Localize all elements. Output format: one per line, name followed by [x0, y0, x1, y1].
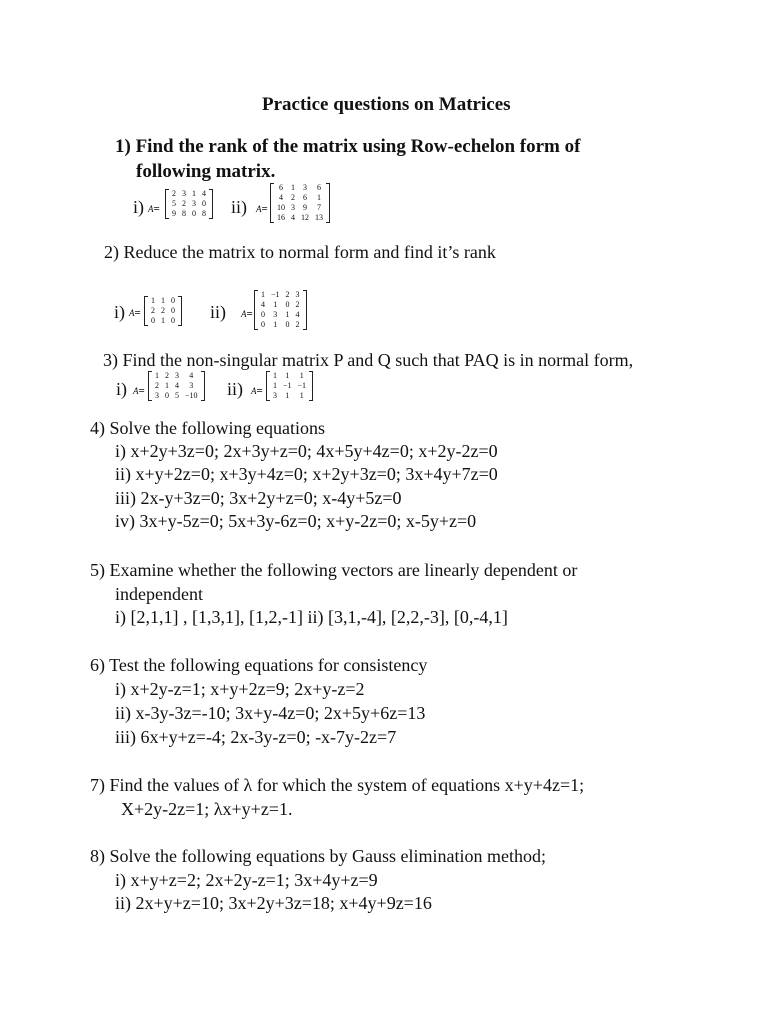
matrix-cell: 2: [295, 300, 300, 309]
matrix-cell: 1: [299, 391, 304, 400]
q4-text: 4) Solve the following equations: [90, 418, 325, 438]
matrix-cell: 1: [155, 371, 159, 380]
q2-label-i: i): [114, 302, 125, 322]
matrix-cell: 7: [317, 203, 321, 212]
q1-label-i: i): [133, 197, 144, 217]
q4-item: ii) x+y+2z=0; x+3y+4z=0; x+2y+3z=0; 3x+4y+7z=0: [115, 464, 498, 484]
matrix-cell: 0: [151, 316, 155, 325]
matrix-cell: −1: [297, 381, 307, 390]
matrix-row: [169, 199, 209, 209]
q7-line2: X+2y-2z=1; λx+y+z=1.: [121, 799, 293, 819]
matrix-cell: 1: [165, 381, 169, 390]
matrix-cell: 4: [261, 300, 265, 309]
matrix-cell: 6: [279, 183, 283, 192]
matrix-cell: 0: [261, 320, 265, 329]
q2-matrix-i: [144, 296, 182, 326]
matrix-cell: 2: [182, 199, 186, 208]
matrix-cell: 3: [273, 310, 278, 319]
q6-item: iii) 6x+y+z=-4; 2x-3y-z=0; -x-7y-2z=7: [115, 727, 397, 747]
matrix-cell: 2: [291, 193, 295, 202]
q2-matrix-ii: [254, 290, 307, 330]
q1-label-ii: ii): [231, 197, 247, 217]
q1-matrix-i: [165, 189, 213, 219]
matrix-row: [148, 296, 178, 306]
q6-item: ii) x-3y-3z=-10; 3x+y-4z=0; 2x+5y+6z=13: [115, 703, 426, 723]
matrix-cell: 3: [192, 199, 196, 208]
matrix-cell: 9: [172, 209, 176, 218]
matrix-cell: 0: [285, 300, 290, 309]
matrix-row: [258, 290, 303, 300]
matrix-cell: 3: [273, 391, 277, 400]
matrix-cell: 1: [161, 296, 165, 305]
matrix-cell: 1: [285, 310, 290, 319]
matrix-cell: 0: [171, 316, 175, 325]
matrix-row: [270, 371, 309, 381]
matrix-cell: −1: [283, 381, 292, 390]
q3-label-ii: ii): [227, 379, 243, 399]
q5-line2: independent: [115, 584, 203, 604]
matrix-cell: 6: [303, 193, 307, 202]
matrix-cell: 9: [303, 203, 307, 212]
matrix-cell: 3: [175, 371, 179, 380]
matrix-row: [169, 209, 209, 219]
matrix-cell: 2: [285, 290, 290, 299]
matrix-row: [270, 391, 309, 401]
q1-a-equals-ii: A=: [256, 203, 268, 215]
matrix-cell: 2: [161, 306, 165, 315]
matrix-cell: 16: [277, 213, 285, 222]
matrix-cell: 4: [295, 310, 300, 319]
matrix-row: [258, 310, 303, 320]
q2-a-equals-i: A=: [129, 307, 141, 319]
q2-text: 2) Reduce the matrix to normal form and find it’s rank: [104, 242, 496, 262]
matrix-cell: 0: [285, 320, 290, 329]
matrix-row: [152, 381, 201, 391]
matrix-row: [148, 316, 178, 326]
matrix-cell: 0: [171, 306, 175, 315]
q5-line3: i) [2,1,1] , [1,3,1], [1,2,-1] ii) [3,1,-4], [2,2,-3], [0,-4,1]: [115, 607, 508, 627]
matrix-row: [270, 381, 309, 391]
matrix-cell: 1: [273, 371, 277, 380]
matrix-cell: 3: [295, 290, 300, 299]
matrix-row: [152, 391, 201, 401]
matrix-cell: 10: [277, 203, 285, 212]
matrix-cell: 0: [202, 199, 206, 208]
matrix-row: [274, 213, 326, 223]
q4-item: iv) 3x+y-5z=0; 5x+3y-6z=0; x+y-2z=0; x-5y+z=0: [115, 511, 477, 531]
page-title: Practice questions on Matrices: [262, 94, 511, 115]
q3-a-equals-i: A=: [133, 385, 145, 397]
matrix-cell: 1: [291, 183, 295, 192]
matrix-cell: 1: [317, 193, 321, 202]
matrix-cell: 3: [291, 203, 295, 212]
matrix-cell: 1: [285, 391, 290, 400]
matrix-cell: 4: [189, 371, 194, 380]
q7-line1: 7) Find the values of λ for which the system of equations x+y+4z=1;: [90, 775, 585, 795]
q3-label-i: i): [116, 379, 127, 399]
matrix-cell: 0: [165, 391, 169, 400]
matrix-cell: −1: [271, 290, 280, 299]
matrix-cell: 2: [165, 371, 169, 380]
matrix-row: [258, 300, 303, 310]
q8-item: i) x+y+z=2; 2x+2y-z=1; 3x+4y+z=9: [115, 870, 378, 890]
matrix-cell: 3: [189, 381, 194, 390]
matrix-row: [274, 203, 326, 213]
q5-line1: 5) Examine whether the following vectors are linearly dependent or: [90, 560, 578, 580]
matrix-cell: 2: [151, 306, 155, 315]
matrix-cell: 5: [172, 199, 176, 208]
matrix-cell: 0: [192, 209, 196, 218]
matrix-row: [152, 371, 201, 381]
matrix-row: [274, 193, 326, 203]
matrix-cell: 1: [192, 189, 196, 198]
q1-line1: 1) Find the rank of the matrix using Row-echelon form of: [115, 136, 581, 157]
matrix-cell: 3: [182, 189, 186, 198]
q6-item: i) x+2y-z=1; x+y+2z=9; 2x+y-z=2: [115, 679, 365, 699]
matrix-cell: 3: [155, 391, 159, 400]
matrix-cell: 4: [291, 213, 295, 222]
matrix-cell: 1: [161, 316, 165, 325]
matrix-cell: 2: [295, 320, 300, 329]
q1-line2: following matrix.: [136, 161, 276, 182]
matrix-cell: 4: [175, 381, 179, 390]
matrix-cell: 1: [285, 371, 290, 380]
matrix-cell: 4: [279, 193, 283, 202]
q8-text: 8) Solve the following equations by Gauss elimination method;: [90, 846, 546, 866]
matrix-cell: 12: [301, 213, 309, 222]
matrix-cell: 8: [182, 209, 186, 218]
matrix-cell: −10: [185, 391, 198, 400]
matrix-cell: 1: [261, 290, 265, 299]
q3-a-equals-ii: A=: [251, 385, 263, 397]
matrix-row: [274, 183, 326, 193]
q2-a-equals-ii: A=: [241, 308, 253, 320]
q3-text: 3) Find the non-singular matrix P and Q such that PAQ is in normal form,: [103, 350, 634, 370]
matrix-cell: 0: [261, 310, 265, 319]
q6-text: 6) Test the following equations for consistency: [90, 655, 428, 675]
q3-matrix-ii: [266, 371, 313, 401]
q4-item: iii) 2x-y+3z=0; 3x+2y+z=0; x-4y+5z=0: [115, 488, 402, 508]
matrix-cell: 13: [315, 213, 323, 222]
matrix-cell: 8: [202, 209, 206, 218]
matrix-cell: 5: [175, 391, 179, 400]
q1-matrix-ii: [270, 183, 330, 223]
matrix-cell: 4: [202, 189, 206, 198]
q3-matrix-i: [148, 371, 205, 401]
q4-item: i) x+2y+3z=0; 2x+3y+z=0; 4x+5y+4z=0; x+2y-2z=0: [115, 441, 498, 461]
matrix-row: [169, 189, 209, 199]
matrix-cell: 1: [273, 300, 278, 309]
matrix-cell: 3: [303, 183, 307, 192]
matrix-cell: 2: [155, 381, 159, 390]
matrix-cell: 1: [151, 296, 155, 305]
q1-a-equals-i: A=: [148, 203, 160, 215]
q8-item: ii) 2x+y+z=10; 3x+2y+3z=18; x+4y+9z=16: [115, 893, 432, 913]
matrix-cell: 0: [171, 296, 175, 305]
matrix-cell: 2: [172, 189, 176, 198]
matrix-row: [258, 320, 303, 330]
matrix-cell: 1: [273, 320, 278, 329]
matrix-cell: 1: [299, 371, 304, 380]
q2-label-ii: ii): [210, 302, 226, 322]
matrix-row: [148, 306, 178, 316]
matrix-cell: 6: [317, 183, 321, 192]
matrix-cell: 1: [273, 381, 277, 390]
